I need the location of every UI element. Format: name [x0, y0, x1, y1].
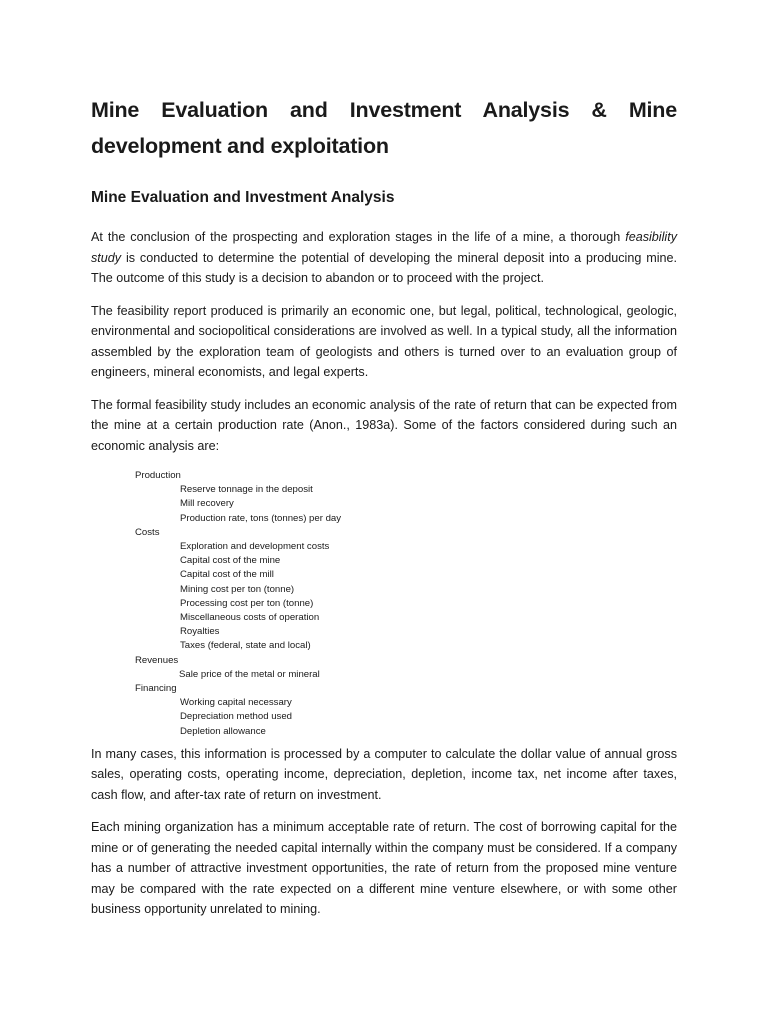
factor-category-costs: Costs — [135, 526, 160, 538]
paragraph-feasibility-report: The feasibility report produced is primarily an economic one, but legal, political, technological, geologic, environmental and sociopolitical considerations are involved as well. In a typical study, all the information assembled by the exploration team of geologists and others is turned over to an evaluation group of engineers, mineral economists, and legal experts. — [91, 303, 677, 379]
factor-item: Capital cost of the mine — [180, 555, 281, 567]
factor-item: Working capital necessary — [180, 697, 292, 709]
paragraph-rate-of-return: Each mining organization has a minimum acceptable rate of return. The cost of borrowing capital for the mine or of generating the needed capital internally within the company must be considered. If a company has a number of attractive investment opportunities, the rate of return from the proposed mine venture may be compared with the rate expected on a different mine venture elsewhere, or with some other business opportunity unrelated to mining. — [91, 820, 677, 917]
paragraph-intro-text-start: At the conclusion of the prospecting and exploration stages in the life of a mine, a thorough — [91, 230, 626, 244]
factor-item: Miscellaneous costs of operation — [180, 612, 320, 624]
paragraph-formal-study: The formal feasibility study includes an economic analysis of the rate of return that can be expected from the mine at a certain production rate (Anon., 1983a). Some of the factors considered during such an economic analysis are: — [91, 397, 677, 453]
document-title: Mine Evaluation and Investment Analysis & Mine development and exploitation — [91, 98, 677, 158]
section-heading: Mine Evaluation and Investment Analysis — [91, 189, 395, 206]
factor-category-revenues: Revenues — [135, 654, 179, 666]
factor-item: Reserve tonnage in the deposit — [180, 484, 313, 496]
factor-item: Processing cost per ton (tonne) — [180, 597, 314, 609]
factor-item: Depletion allowance — [180, 725, 266, 737]
paragraph-intro — [91, 227, 677, 289]
paragraph-computer-processing: In many cases, this information is processed by a computer to calculate the dollar value of annual gross sales, operating costs, operating income, depreciation, depletion, income tax, net income after taxes, cash flow, and after-tax rate of return on investment. — [91, 746, 677, 802]
factor-item: Exploration and development costs — [180, 541, 330, 553]
factor-item: Mill recovery — [180, 498, 234, 510]
factor-item: Depreciation method used — [180, 711, 292, 723]
factor-item: Sale price of the metal or mineral — [179, 668, 320, 680]
factors-list — [91, 469, 677, 739]
factor-item: Capital cost of the mill — [180, 569, 274, 581]
paragraph-intro-text-end: is conducted to determine the potential of developing the mineral deposit into a producing mine. The outcome of this study is a decision to abandon or to proceed with the project. — [91, 250, 677, 285]
factor-item: Taxes (federal, state and local) — [180, 640, 311, 652]
factor-category-financing: Financing — [135, 683, 177, 695]
factor-item: Mining cost per ton (tonne) — [180, 583, 295, 595]
paragraph-intro-emphasis: feasibility study — [91, 230, 677, 265]
factor-category-production: Production — [135, 470, 181, 481]
document-body — [91, 92, 677, 920]
factor-item: Production rate, tons (tonnes) per day — [180, 512, 342, 524]
factor-item: Royalties — [180, 626, 220, 638]
